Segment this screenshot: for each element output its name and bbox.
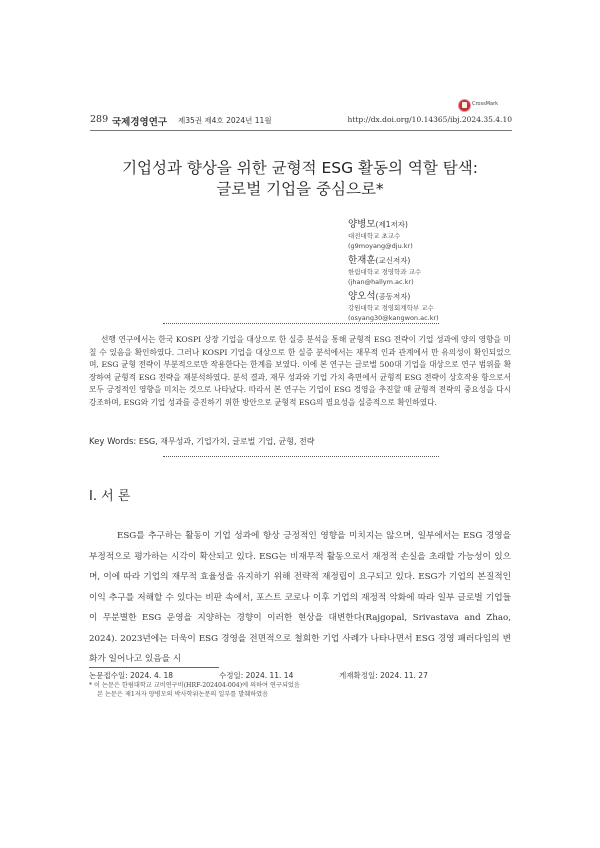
author-email[interactable]: (jhan@hallym.ac.kr) xyxy=(348,278,414,286)
author-role: (제1저자) xyxy=(375,220,408,229)
author-affiliation: 강원대학교 경영회계학부 교수 xyxy=(348,304,434,312)
author-email[interactable]: (g9moyang@dju.kr) xyxy=(348,242,413,250)
author-block xyxy=(348,248,528,287)
section-heading: Ⅰ. 서 론 xyxy=(89,489,131,504)
submission-dates xyxy=(89,670,511,681)
doi-link[interactable]: http://dx.doi.org/10.14365/ibj.2024.35.4.10 xyxy=(347,115,512,124)
author-role: (교신저자) xyxy=(375,256,411,265)
volume-info: 제35권 제4호 2024년 11월 xyxy=(178,116,272,125)
footnotes xyxy=(89,681,511,699)
keywords-text: ESG, 재무성과, 기업가치, 글로벌 기업, 균형, 전략 xyxy=(138,437,315,446)
author-role: (공동저자) xyxy=(375,292,411,301)
page-number: 289 xyxy=(90,114,109,125)
paper-title xyxy=(60,158,540,200)
abstract-bottom-divider xyxy=(163,456,439,457)
author-name: 양오석 xyxy=(348,291,376,302)
crossmark-label: CrossMark xyxy=(472,101,499,107)
header-divider xyxy=(90,130,512,131)
author-name: 양병모 xyxy=(348,219,376,230)
journal-name: 국제경영연구 xyxy=(112,117,168,128)
keywords-label: Key Words: xyxy=(89,437,137,447)
running-header xyxy=(90,111,512,127)
author-affiliation: 대전대학교 초교수 xyxy=(348,232,401,240)
abstract-top-divider xyxy=(163,323,439,324)
keywords xyxy=(89,436,511,447)
author-affiliation: 한림대학교 경영학과 교수 xyxy=(348,268,422,276)
title-line-1: 기업성과 향상을 위한 균형적 ESG 활동의 역할 탐색: xyxy=(122,159,478,177)
body-paragraph: ESG를 추구하는 활동이 기업 성과에 항상 긍정적인 영향을 미치지는 않으며, 일부에서는 ESG 경영을 부정적으로 평가하는 시각이 확산되고 있다. ESG는 비재무적 활동으로서 재정적 손실을 초래할 가능성이 있으며, 이에 따라 기업의 재무적 효율성을 유지하기 위해 전략적 재정립이 요구되고 있다. ESG가 기업의 본질적인 이익 추구를 저해할 수 있다는 비판 속에서, 포스트 코로나 이후 기업의 재정적 악화에 따라 일부 글로벌 기업들이 무분별한 ESG 운영을 지양하는 경향이 이러한 현상을 대변한다(Rajgopal, Srivastava and Zhao, 2024). 2023년에는 더욱이 ESG 경영을 전면적으로 철회한 기업 사례가 나타나면서 ESG 경영 패러다임의 변화가 일어나고 있음을 시 xyxy=(89,531,511,664)
footnote-funding: * 이 논문은 한림대학교 교비연구비(HRF-202404-004)에 의하여 연구되었음 xyxy=(89,682,300,689)
title-line-2: 글로벌 기업을 중심으로* xyxy=(216,180,384,198)
footnote-divider xyxy=(89,667,219,668)
crossmark-badge[interactable] xyxy=(458,98,508,112)
abstract: 선행 연구에서는 한국 KOSPI 상장 기업을 대상으로 한 실증 분석을 통해 균형적 ESG 전략이 기업 성과에 양의 영향을 미칠 수 있음을 확인하였다. 그러나 KOSPI 기업을 대상으로 한 실증 분석에서는 재무적 인과 관계에서 만 유의성이 확인되었으며, ESG 균형 전략이 부분적으로만 작용한다는 한계를 보였다. 이에 본 연구는 글로벌 500대 기업을 대상으로 연구 범위를 확장하여 균형적 ESG 전략을 재분석하였다. 분석 결과, 재무 성과와 기업 가치 측면에서 균형적 ESG 전략이 상호작용 항으로서 모두 긍정적인 영향을 미치는 것으로 나타났다. 따라서 본 연구는 기업이 ESG 경영을 추진할 때 균형적 전략의 중요성을 다시 강조하며, ESG와 기업 성과를 증진하기 위한 방안으로 균형적 ESG의 필요성을 실증적으로 확인하였다. xyxy=(89,335,511,407)
author-email[interactable]: (osyang30@kangwon.ac.kr) xyxy=(348,314,439,322)
author-block xyxy=(348,284,528,323)
author-block xyxy=(348,212,528,251)
revised-date: 수정일: 2024. 11. 14 xyxy=(219,671,294,680)
author-name: 한재훈 xyxy=(348,255,376,266)
accepted-date: 게재확정일: 2024. 11. 27 xyxy=(339,671,428,680)
received-date: 논문접수일: 2024. 4. 18 xyxy=(89,671,174,680)
footnote-thesis: 본 논문은 제1저자 양병모의 박사학위논문의 일부를 발췌하였음 xyxy=(97,691,269,698)
